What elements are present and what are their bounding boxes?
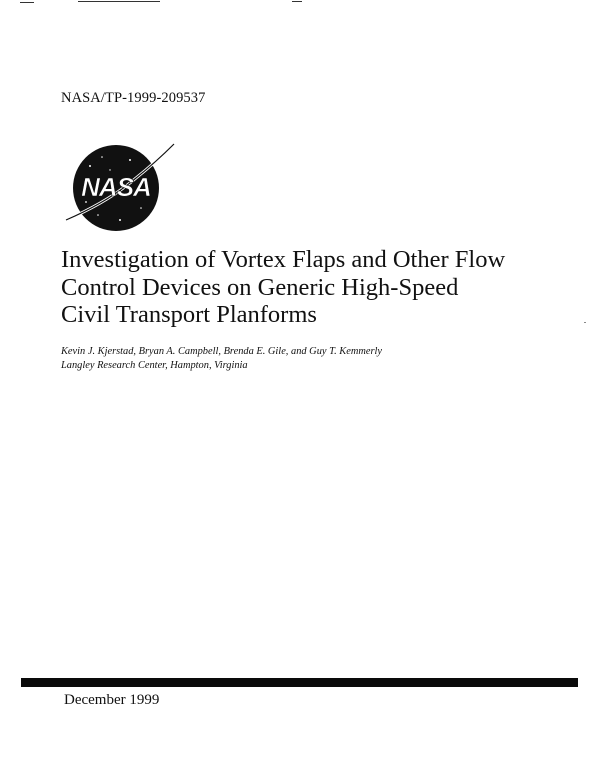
title-line-2: Control Devices on Generic High-Speed <box>61 273 459 301</box>
title-line-1: Investigation of Vortex Flaps and Other Flow <box>61 246 506 273</box>
document-title <box>61 246 561 329</box>
footer-rule <box>21 678 578 687</box>
scan-speck <box>584 322 586 323</box>
logo-wordmark: NASA <box>81 172 151 202</box>
report-number: NASA/TP-1999-209537 <box>61 90 206 106</box>
title-line-3: Civil Transport Planforms <box>61 301 317 328</box>
publication-date: December 1999 <box>64 692 160 708</box>
author-block <box>61 345 382 373</box>
author-affiliation: Langley Research Center, Hampton, Virginia <box>61 360 248 371</box>
scan-artifact-left <box>20 2 34 3</box>
scan-artifact-center <box>78 1 160 2</box>
author-names: Kevin J. Kjerstad, Bryan A. Campbell, Brenda E. Gile, and Guy T. Kemmerly <box>61 346 383 357</box>
scan-artifact-right <box>292 1 302 2</box>
nasa-logo <box>58 140 182 232</box>
